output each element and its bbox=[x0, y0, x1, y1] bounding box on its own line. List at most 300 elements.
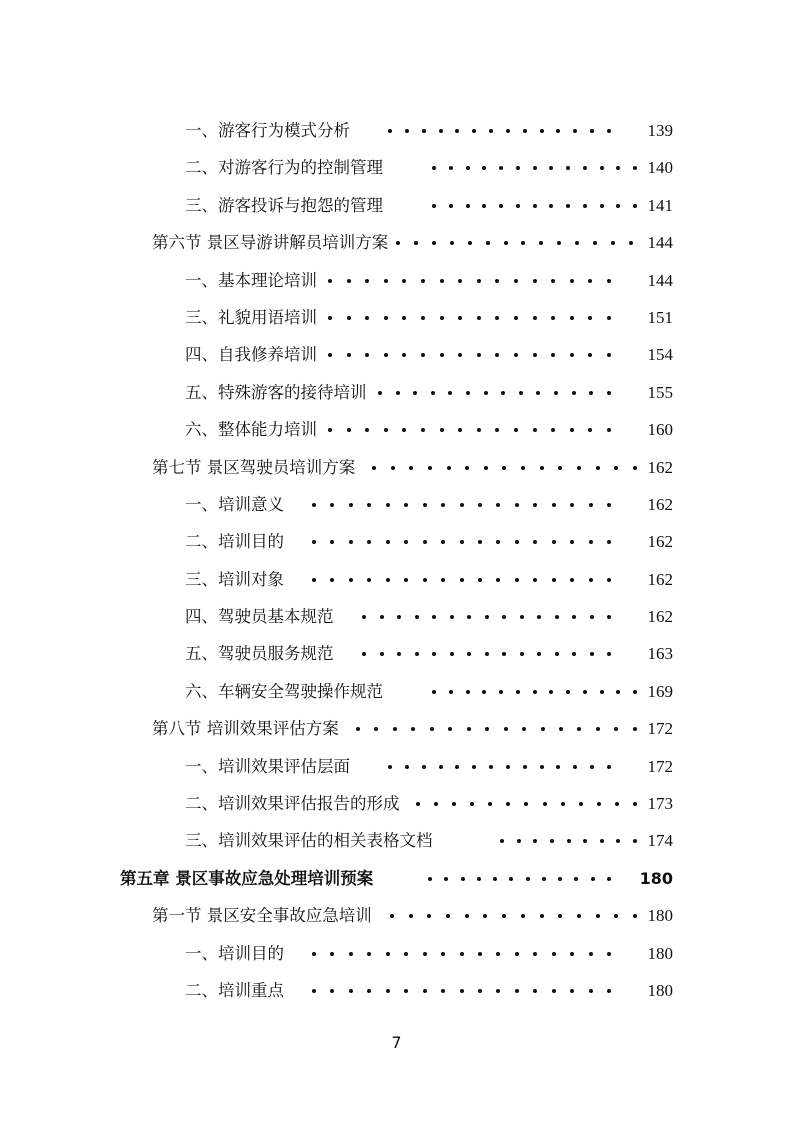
leader-dot bbox=[396, 241, 400, 245]
leader-dot bbox=[465, 466, 469, 470]
leader-dot bbox=[496, 503, 500, 507]
leader-dot bbox=[577, 466, 581, 470]
toc-entry-section[interactable] bbox=[0, 453, 793, 490]
leader-dot bbox=[533, 839, 537, 843]
leader-dot bbox=[570, 540, 574, 544]
leader-dot bbox=[551, 428, 555, 432]
leader-dot bbox=[466, 391, 470, 395]
leader-dot bbox=[441, 989, 445, 993]
leader-dot bbox=[405, 765, 409, 769]
leader-dot bbox=[470, 802, 474, 806]
leader-dot bbox=[489, 129, 493, 133]
toc-entry-page: 151 bbox=[647, 307, 673, 327]
leader-dot bbox=[590, 765, 594, 769]
leader-dot bbox=[349, 952, 353, 956]
toc-entry-title: 第六节 景区导游讲解员培训方案 bbox=[152, 233, 389, 253]
leader-dot bbox=[384, 428, 388, 432]
leader-dot bbox=[633, 466, 637, 470]
leader-dot bbox=[404, 503, 408, 507]
leader-dot bbox=[516, 166, 520, 170]
leader-dot bbox=[615, 802, 619, 806]
dot-leader bbox=[416, 789, 637, 819]
leader-dot bbox=[504, 241, 508, 245]
leader-dot bbox=[633, 204, 637, 208]
leader-dot bbox=[384, 279, 388, 283]
leader-dot bbox=[422, 129, 426, 133]
leader-dot bbox=[515, 578, 519, 582]
leader-dot bbox=[570, 428, 574, 432]
leader-dot bbox=[596, 914, 600, 918]
leader-dot bbox=[633, 914, 637, 918]
leader-dot bbox=[349, 989, 353, 993]
leader-dot bbox=[552, 540, 556, 544]
leader-dot bbox=[589, 578, 593, 582]
toc-entry-title: 四、驾驶员基本规范 bbox=[185, 607, 334, 627]
leader-dot bbox=[515, 952, 519, 956]
leader-dot bbox=[519, 391, 523, 395]
leader-dot bbox=[432, 241, 436, 245]
leader-dot bbox=[486, 241, 490, 245]
leader-dot bbox=[380, 615, 384, 619]
leader-dot bbox=[616, 204, 620, 208]
toc-entry-item[interactable] bbox=[0, 153, 793, 190]
leader-dot bbox=[501, 391, 505, 395]
toc-entry-title: 第一节 景区安全事故应急培训 bbox=[152, 906, 372, 926]
leader-dot bbox=[409, 914, 413, 918]
leader-dot bbox=[452, 802, 456, 806]
toc-entry-item[interactable] bbox=[0, 789, 793, 826]
leader-dot bbox=[423, 503, 427, 507]
leader-dot bbox=[588, 428, 592, 432]
leader-dot bbox=[499, 690, 503, 694]
toc-entry-page: 162 bbox=[647, 607, 673, 627]
leader-dot bbox=[328, 353, 332, 357]
toc-entry-page: 180 bbox=[647, 943, 673, 963]
leader-dot bbox=[570, 989, 574, 993]
dot-leader bbox=[312, 976, 611, 1006]
leader-dot bbox=[516, 690, 520, 694]
toc-entry-item[interactable] bbox=[0, 527, 793, 564]
dot-leader bbox=[432, 677, 637, 707]
leader-dot bbox=[440, 428, 444, 432]
leader-dot bbox=[458, 353, 462, 357]
leader-dot bbox=[607, 353, 611, 357]
toc-entry-item[interactable] bbox=[0, 976, 793, 1013]
leader-dot bbox=[432, 652, 436, 656]
leader-dot bbox=[542, 877, 546, 881]
leader-dot bbox=[537, 652, 541, 656]
leader-dot bbox=[502, 466, 506, 470]
leader-dot bbox=[496, 540, 500, 544]
leader-dot bbox=[458, 428, 462, 432]
leader-dot bbox=[460, 578, 464, 582]
leader-dot bbox=[416, 802, 420, 806]
leader-dot bbox=[593, 241, 597, 245]
leader-dot bbox=[349, 540, 353, 544]
leader-dot bbox=[489, 765, 493, 769]
leader-dot bbox=[458, 316, 462, 320]
leader-dot bbox=[312, 540, 316, 544]
leader-dot bbox=[539, 241, 543, 245]
leader-dot bbox=[478, 578, 482, 582]
leader-dot bbox=[365, 428, 369, 432]
toc-entry-page: 162 bbox=[647, 494, 673, 514]
leader-dot bbox=[583, 204, 587, 208]
leader-dot bbox=[414, 241, 418, 245]
leader-dot bbox=[428, 877, 432, 881]
leader-dot bbox=[577, 914, 581, 918]
leader-dot bbox=[506, 129, 510, 133]
leader-dot bbox=[616, 839, 620, 843]
leader-dot bbox=[365, 353, 369, 357]
leader-dot bbox=[423, 952, 427, 956]
leader-dot bbox=[579, 802, 583, 806]
leader-dot bbox=[533, 279, 537, 283]
toc-entry-title: 五、驾驶员服务规范 bbox=[185, 644, 334, 664]
leader-dot bbox=[566, 204, 570, 208]
dot-leader bbox=[432, 191, 637, 221]
dot-leader bbox=[356, 714, 637, 744]
leader-dot bbox=[430, 727, 434, 731]
leader-dot bbox=[367, 540, 371, 544]
leader-dot bbox=[533, 353, 537, 357]
leader-dot bbox=[600, 166, 604, 170]
leader-dot bbox=[421, 428, 425, 432]
toc-entry-item[interactable] bbox=[0, 266, 793, 303]
leader-dot bbox=[367, 989, 371, 993]
toc-entry-page: 139 bbox=[647, 121, 673, 140]
leader-dot bbox=[467, 615, 471, 619]
leader-dot bbox=[570, 353, 574, 357]
leader-dot bbox=[583, 690, 587, 694]
toc-entry-item[interactable] bbox=[0, 490, 793, 527]
leader-dot bbox=[607, 765, 611, 769]
toc-entry-item[interactable] bbox=[0, 826, 793, 863]
leader-dot bbox=[386, 578, 390, 582]
leader-dot bbox=[533, 166, 537, 170]
toc-entry-page: 155 bbox=[647, 382, 673, 402]
leader-dot bbox=[328, 279, 332, 283]
leader-dot bbox=[607, 652, 611, 656]
leader-dot bbox=[515, 503, 519, 507]
leader-dot bbox=[477, 279, 481, 283]
leader-dot bbox=[572, 652, 576, 656]
leader-dot bbox=[633, 839, 637, 843]
leader-dot bbox=[478, 952, 482, 956]
leader-dot bbox=[520, 615, 524, 619]
leader-dot bbox=[633, 166, 637, 170]
leader-dot bbox=[633, 727, 637, 731]
dot-leader bbox=[362, 602, 611, 632]
leader-dot bbox=[515, 989, 519, 993]
leader-dot bbox=[312, 989, 316, 993]
leader-dot bbox=[428, 466, 432, 470]
leader-dot bbox=[495, 428, 499, 432]
toc-entry-item[interactable] bbox=[0, 378, 793, 415]
leader-dot bbox=[330, 952, 334, 956]
leader-dot bbox=[374, 727, 378, 731]
leader-dot bbox=[386, 952, 390, 956]
leader-dot bbox=[559, 727, 563, 731]
dot-leader bbox=[378, 378, 611, 408]
toc-entry-page: 144 bbox=[647, 270, 673, 290]
leader-dot bbox=[499, 166, 503, 170]
leader-dot bbox=[614, 914, 618, 918]
toc-entry-title: 第七节 景区驾驶员培训方案 bbox=[152, 457, 356, 477]
dot-leader bbox=[362, 639, 611, 669]
leader-dot bbox=[423, 540, 427, 544]
leader-dot bbox=[472, 765, 476, 769]
leader-dot bbox=[533, 428, 537, 432]
leader-dot bbox=[549, 204, 553, 208]
toc-entry-chapter[interactable] bbox=[0, 864, 793, 901]
leader-dot bbox=[583, 839, 587, 843]
leader-dot bbox=[455, 765, 459, 769]
leader-dot bbox=[570, 279, 574, 283]
leader-dot bbox=[570, 503, 574, 507]
leader-dot bbox=[495, 316, 499, 320]
leader-dot bbox=[441, 952, 445, 956]
leader-dot bbox=[555, 652, 559, 656]
dot-leader bbox=[390, 901, 637, 931]
leader-dot bbox=[484, 466, 488, 470]
leader-dot bbox=[526, 877, 530, 881]
toc-entry-item[interactable] bbox=[0, 677, 793, 714]
toc-entry-item[interactable] bbox=[0, 191, 793, 228]
leader-dot bbox=[478, 540, 482, 544]
toc-entry-item[interactable] bbox=[0, 303, 793, 340]
toc-entry-title: 一、培训目的 bbox=[185, 943, 284, 963]
leader-dot bbox=[404, 989, 408, 993]
toc-entry-page: 162 bbox=[647, 457, 673, 477]
leader-dot bbox=[460, 540, 464, 544]
leader-dot bbox=[520, 652, 524, 656]
leader-dot bbox=[596, 727, 600, 731]
leader-dot bbox=[575, 241, 579, 245]
dot-leader bbox=[428, 864, 611, 894]
leader-dot bbox=[384, 316, 388, 320]
leader-dot bbox=[600, 690, 604, 694]
leader-dot bbox=[390, 914, 394, 918]
dot-leader bbox=[328, 266, 611, 296]
leader-dot bbox=[607, 952, 611, 956]
toc-entry-page: 180 bbox=[639, 868, 673, 888]
leader-dot bbox=[367, 503, 371, 507]
leader-dot bbox=[485, 652, 489, 656]
leader-dot bbox=[448, 727, 452, 731]
toc-entry-page: 172 bbox=[647, 756, 673, 776]
leader-dot bbox=[607, 540, 611, 544]
toc-entry-section[interactable] bbox=[0, 901, 793, 938]
leader-dot bbox=[447, 466, 451, 470]
leader-dot bbox=[566, 690, 570, 694]
leader-dot bbox=[421, 353, 425, 357]
toc-entry-title: 三、游客投诉与抱怨的管理 bbox=[185, 195, 383, 215]
toc-entry-title: 六、车辆安全驾驶操作规范 bbox=[185, 681, 383, 701]
leader-dot bbox=[572, 391, 576, 395]
leader-dot bbox=[552, 578, 556, 582]
leader-dot bbox=[362, 652, 366, 656]
leader-dot bbox=[405, 129, 409, 133]
leader-dot bbox=[590, 129, 594, 133]
leader-dot bbox=[330, 540, 334, 544]
leader-dot bbox=[523, 765, 527, 769]
leader-dot bbox=[533, 316, 537, 320]
toc-entry-title: 第五章 景区事故应急处理培训预案 bbox=[120, 868, 374, 888]
page-number: 7 bbox=[391, 1033, 402, 1052]
leader-dot bbox=[509, 877, 513, 881]
leader-dot bbox=[588, 353, 592, 357]
leader-dot bbox=[402, 428, 406, 432]
leader-dot bbox=[367, 952, 371, 956]
leader-dot bbox=[555, 615, 559, 619]
leader-dot bbox=[633, 802, 637, 806]
toc-entry-title: 二、培训重点 bbox=[185, 980, 284, 1000]
leader-dot bbox=[330, 503, 334, 507]
leader-dot bbox=[543, 802, 547, 806]
leader-dot bbox=[588, 279, 592, 283]
leader-dot bbox=[549, 690, 553, 694]
leader-dot bbox=[478, 503, 482, 507]
toc-entry-item[interactable] bbox=[0, 752, 793, 789]
leader-dot bbox=[432, 615, 436, 619]
leader-dot bbox=[349, 578, 353, 582]
leader-dot bbox=[549, 166, 553, 170]
leader-dot bbox=[312, 578, 316, 582]
leader-dot bbox=[607, 877, 611, 881]
leader-dot bbox=[450, 652, 454, 656]
leader-dot bbox=[500, 839, 504, 843]
leader-dot bbox=[393, 727, 397, 731]
toc-entry-title: 三、培训效果评估的相关表格文档 bbox=[185, 831, 433, 851]
dot-leader bbox=[328, 340, 611, 370]
leader-dot bbox=[537, 615, 541, 619]
leader-dot bbox=[367, 578, 371, 582]
leader-dot bbox=[386, 989, 390, 993]
leader-dot bbox=[570, 952, 574, 956]
leader-dot bbox=[496, 952, 500, 956]
toc-entry-item[interactable] bbox=[0, 639, 793, 676]
leader-dot bbox=[572, 615, 576, 619]
leader-dot bbox=[570, 316, 574, 320]
leader-dot bbox=[552, 503, 556, 507]
toc-entry-page: 180 bbox=[647, 906, 673, 926]
dot-leader bbox=[312, 939, 611, 969]
toc-entry-title: 二、培训效果评估报告的形成 bbox=[185, 794, 400, 814]
leader-dot bbox=[347, 428, 351, 432]
leader-dot bbox=[402, 316, 406, 320]
leader-dot bbox=[450, 615, 454, 619]
leader-dot bbox=[514, 428, 518, 432]
leader-dot bbox=[356, 727, 360, 731]
toc-entry-section[interactable] bbox=[0, 228, 793, 265]
leader-dot bbox=[607, 129, 611, 133]
leader-dot bbox=[517, 839, 521, 843]
leader-dot bbox=[482, 204, 486, 208]
leader-dot bbox=[600, 839, 604, 843]
leader-dot bbox=[365, 316, 369, 320]
leader-dot bbox=[388, 129, 392, 133]
leader-dot bbox=[328, 428, 332, 432]
toc-entry-title: 二、培训目的 bbox=[185, 532, 284, 552]
leader-dot bbox=[533, 578, 537, 582]
toc-entry-item[interactable] bbox=[0, 340, 793, 377]
toc-entry-title: 五、特殊游客的接待培训 bbox=[185, 382, 367, 402]
leader-dot bbox=[441, 503, 445, 507]
leader-dot bbox=[633, 690, 637, 694]
leader-dot bbox=[552, 989, 556, 993]
leader-dot bbox=[477, 316, 481, 320]
leader-dot bbox=[521, 241, 525, 245]
leader-dot bbox=[441, 540, 445, 544]
leader-dot bbox=[465, 914, 469, 918]
table-of-contents bbox=[0, 116, 793, 1013]
leader-dot bbox=[411, 727, 415, 731]
leader-dot bbox=[550, 839, 554, 843]
leader-dot bbox=[588, 316, 592, 320]
toc-entry-item[interactable] bbox=[0, 565, 793, 602]
leader-dot bbox=[533, 690, 537, 694]
leader-dot bbox=[397, 615, 401, 619]
dot-leader bbox=[432, 153, 637, 183]
leader-dot bbox=[629, 241, 633, 245]
leader-dot bbox=[551, 353, 555, 357]
leader-dot bbox=[440, 316, 444, 320]
leader-dot bbox=[478, 989, 482, 993]
leader-dot bbox=[616, 166, 620, 170]
leader-dot bbox=[396, 391, 400, 395]
toc-entry-title: 二、对游客行为的控制管理 bbox=[185, 158, 383, 178]
toc-entry-item[interactable] bbox=[0, 602, 793, 639]
leader-dot bbox=[328, 316, 332, 320]
toc-entry-page: 144 bbox=[647, 233, 673, 253]
leader-dot bbox=[566, 166, 570, 170]
leader-dot bbox=[589, 952, 593, 956]
toc-entry-section[interactable] bbox=[0, 714, 793, 751]
leader-dot bbox=[533, 503, 537, 507]
toc-entry-item[interactable] bbox=[0, 415, 793, 452]
leader-dot bbox=[312, 952, 316, 956]
toc-entry-title: 一、培训意义 bbox=[185, 494, 284, 514]
leader-dot bbox=[502, 652, 506, 656]
leader-dot bbox=[467, 727, 471, 731]
leader-dot bbox=[556, 765, 560, 769]
leader-dot bbox=[386, 503, 390, 507]
leader-dot bbox=[450, 241, 454, 245]
toc-entry-title: 三、培训对象 bbox=[185, 569, 284, 589]
leader-dot bbox=[362, 615, 366, 619]
toc-entry-item[interactable] bbox=[0, 116, 793, 153]
leader-dot bbox=[347, 279, 351, 283]
toc-entry-item[interactable] bbox=[0, 939, 793, 976]
toc-entry-title: 一、培训效果评估层面 bbox=[185, 756, 350, 776]
leader-dot bbox=[477, 877, 481, 881]
leader-dot bbox=[312, 503, 316, 507]
leader-dot bbox=[589, 989, 593, 993]
toc-entry-page: 162 bbox=[647, 569, 673, 589]
leader-dot bbox=[611, 241, 615, 245]
dot-leader bbox=[396, 228, 633, 258]
leader-dot bbox=[449, 166, 453, 170]
leader-dot bbox=[616, 690, 620, 694]
leader-dot bbox=[444, 877, 448, 881]
leader-dot bbox=[461, 877, 465, 881]
dot-leader bbox=[372, 453, 637, 483]
leader-dot bbox=[485, 727, 489, 731]
leader-dot bbox=[477, 353, 481, 357]
leader-dot bbox=[499, 204, 503, 208]
leader-dot bbox=[540, 129, 544, 133]
